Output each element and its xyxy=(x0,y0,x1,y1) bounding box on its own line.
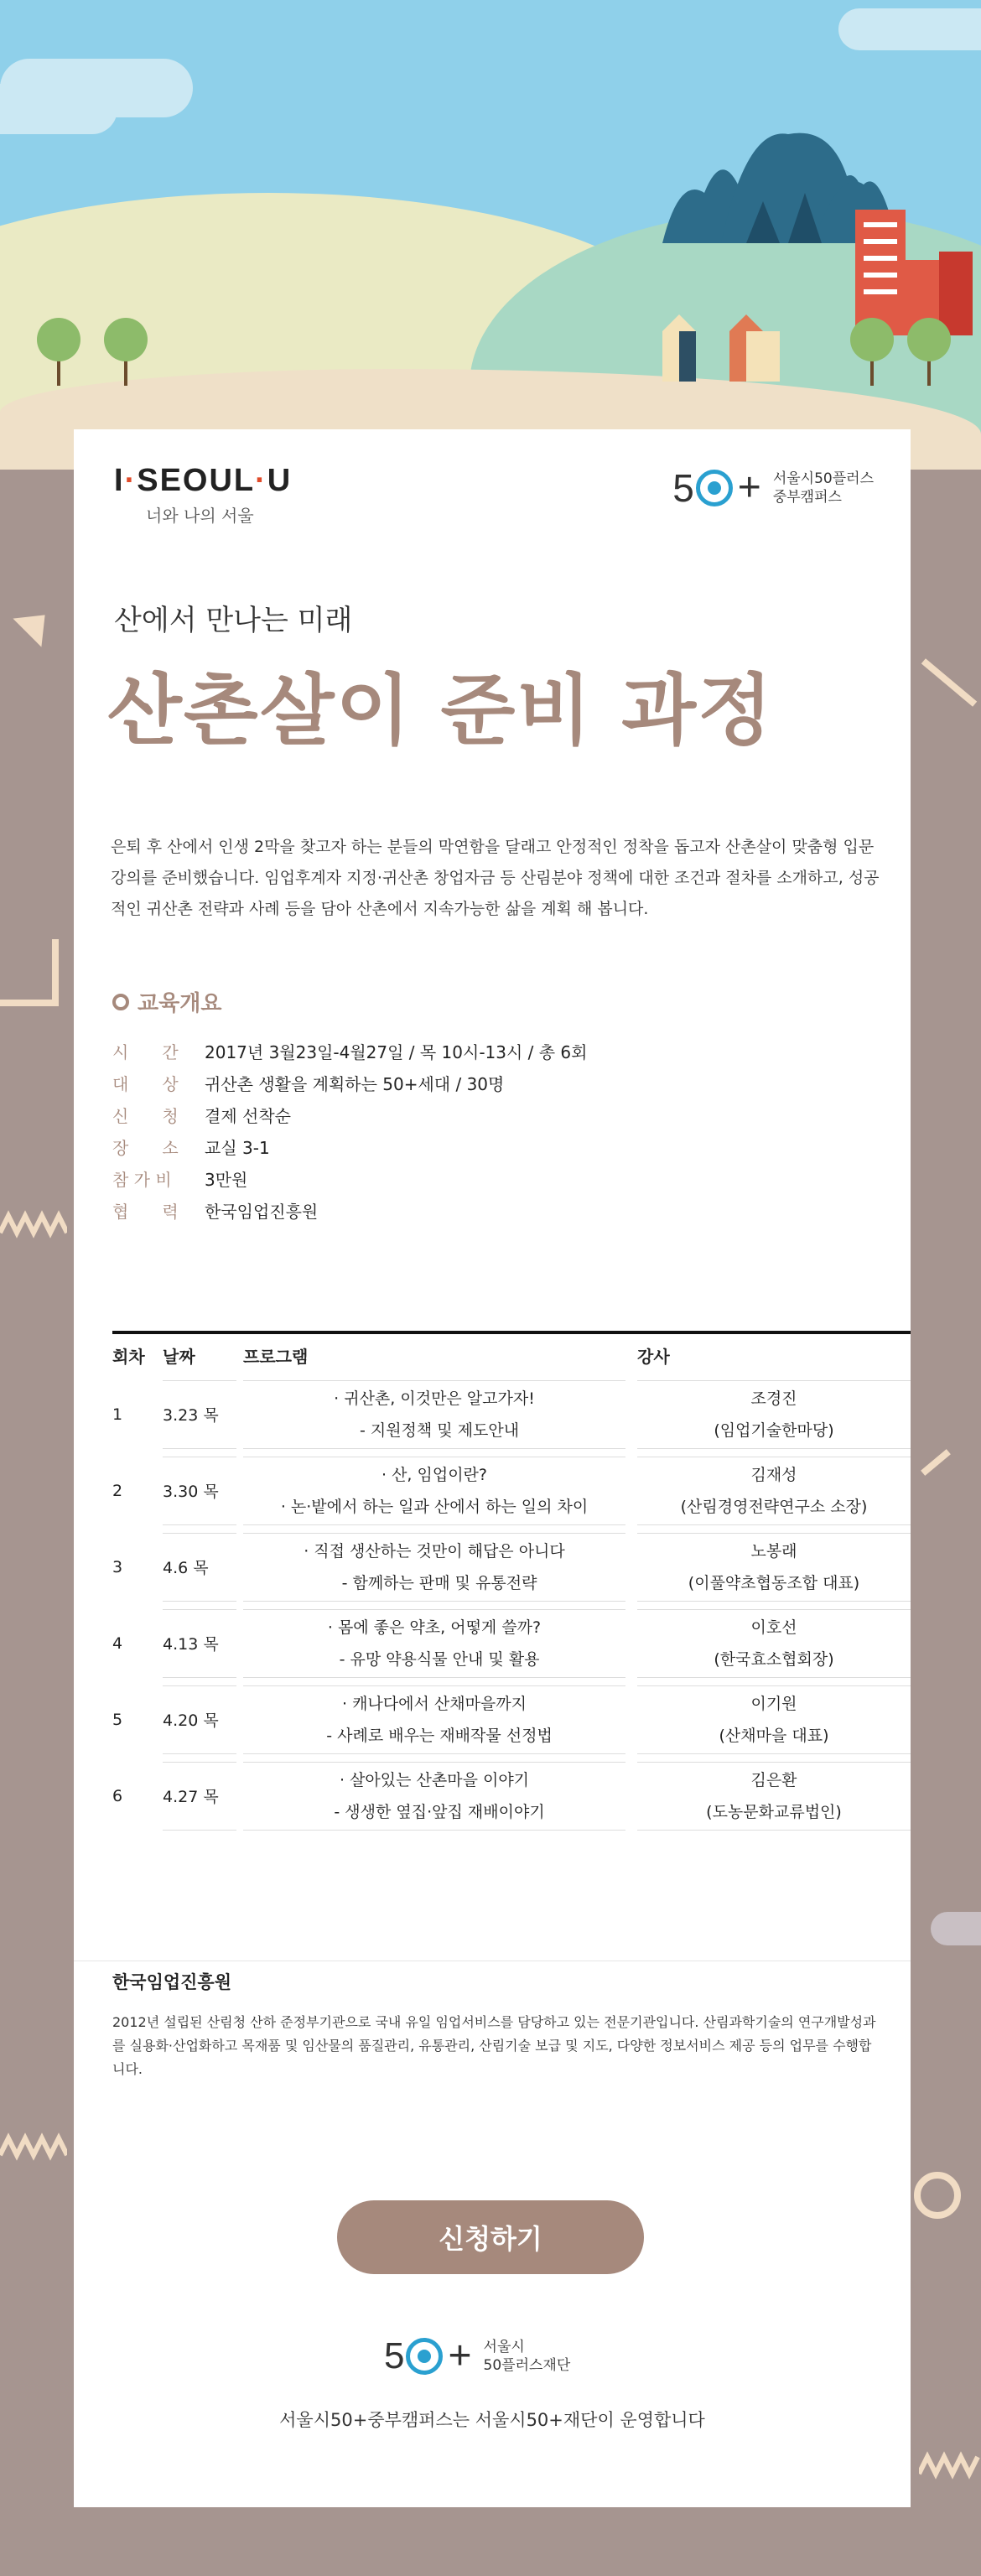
campus-logo xyxy=(672,465,874,511)
cloud xyxy=(838,8,981,50)
organization-name: 한국임업진흥원 xyxy=(112,1972,232,1992)
overview-row: 장 소 교실 3-1 xyxy=(112,1137,270,1158)
campus-name: 서울시50플러스 중부캠퍼스 xyxy=(772,470,874,506)
page-title: 산촌살이 준비 과정 xyxy=(107,666,775,756)
table-row: 1 3.23 목 · 귀산촌, 이것만은 알고가자! - 지원정책 및 제도안내 조경진 (임업기술한마당) xyxy=(112,1376,911,1452)
apply-button[interactable]: 신청하기 xyxy=(337,2200,644,2274)
bracket-decoration xyxy=(0,939,59,1006)
table-row: 5 4.20 목 · 캐나다에서 산채마을까지 - 사례로 배우는 재배작물 선정법 이기원 (산채마을 대표) xyxy=(112,1681,911,1758)
table-row: 6 4.27 목 · 살아있는 산촌마을 이야기 - 생생한 옆집·앞집 재배이야기 김은환 (도농문화교류법인) xyxy=(112,1758,911,1834)
zigzag-decoration xyxy=(919,2449,981,2482)
trees-right xyxy=(838,310,964,386)
circle-decoration xyxy=(914,2172,961,2219)
zigzag-decoration xyxy=(0,2130,67,2163)
table-header: 회차 날짜 프로그램 강사 xyxy=(112,1331,911,1376)
houses xyxy=(662,314,788,382)
fifty-plus-mark: 5 + xyxy=(672,465,761,510)
zigzag-decoration xyxy=(0,1208,67,1241)
overview-row: 협 력 한국임업진흥원 xyxy=(112,1201,319,1222)
footer-note: 서울시50+중부캠퍼스는 서울시50+재단이 운영합니다 xyxy=(279,2410,705,2430)
foundation-logo xyxy=(384,2333,570,2379)
overview-row: 참 가 비 3만원 xyxy=(112,1169,248,1190)
i-seoul-u-logo xyxy=(114,463,292,527)
overview-heading: 교육개요 xyxy=(112,986,221,1017)
overview-row: 신 청 결제 선착순 xyxy=(112,1105,291,1126)
ring-icon xyxy=(696,470,733,506)
ring-icon xyxy=(406,2338,443,2375)
foundation-name: 서울시 50플러스재단 xyxy=(483,2338,571,2374)
table-row: 4 4.13 목 · 몸에 좋은 약초, 어떻게 쓸까? - 유망 약용식물 안내 및 활용 이호선 (한국효소협회장) xyxy=(112,1605,911,1681)
fifty-plus-mark: 5 + xyxy=(384,2334,472,2378)
organization-description: 2012년 설립된 산림청 산하 준정부기관으로 국내 유일 임업서비스를 담당하고 있는 전문기관입니다. 산림과학기술의 연구개발성과를 실용화·산업화하고 목재품 및 임산물의 품질관리, 유통관리, 산림기술 보급 및 지도, 다양한 정보서비스 제공 등의 업무를 수행합니다. xyxy=(112,2014,876,2077)
intro-text: 은퇴 후 산에서 인생 2막을 찾고자 하는 분들의 막연함을 달래고 안정적인 정착을 돕고자 산촌살이 맞춤형 입문 강의를 준비했습니다. 임업후계자 지정·귀산촌 창업자금 등 산림분야 정책에 대한 조건과 절차를 소개하고, 성공적인 귀산촌 전략과 사례 등을 담아 산촌에서 지속가능한 삶을 계획 해 봅니다. xyxy=(111,838,880,918)
overview-row: 대 상 귀산촌 생활을 계획하는 50+세대 / 30명 xyxy=(112,1073,505,1094)
seoul-logo-wordmark: I·SEOUL·U xyxy=(114,463,293,498)
seoul-logo-slogan: 너와 나의 서울 xyxy=(146,506,254,526)
cloud xyxy=(0,84,117,134)
trees-left xyxy=(34,310,159,386)
table-row: 2 3.30 목 · 산, 임업이란? · 논·밭에서 하는 일과 산에서 하는 일의 차이 김재성 (산림경영전략연구소 소장) xyxy=(112,1452,911,1529)
circle-bullet-icon xyxy=(112,994,129,1010)
page-subtitle: 산에서 만나는 미래 xyxy=(114,604,353,637)
overview-row: 시 간 2017년 3월23일-4월27일 / 목 10시-13시 / 총 6회 xyxy=(112,1041,588,1062)
table-row: 3 4.6 목 · 직접 생산하는 것만이 해답은 아니다 - 함께하는 판매 및 유통전략 노봉래 (이풀약초협동조합 대표) xyxy=(112,1529,911,1605)
cloud-decoration xyxy=(931,1912,981,1945)
overview-list xyxy=(112,1035,587,1226)
content-card xyxy=(74,429,911,2507)
schedule-table xyxy=(112,1331,911,1834)
